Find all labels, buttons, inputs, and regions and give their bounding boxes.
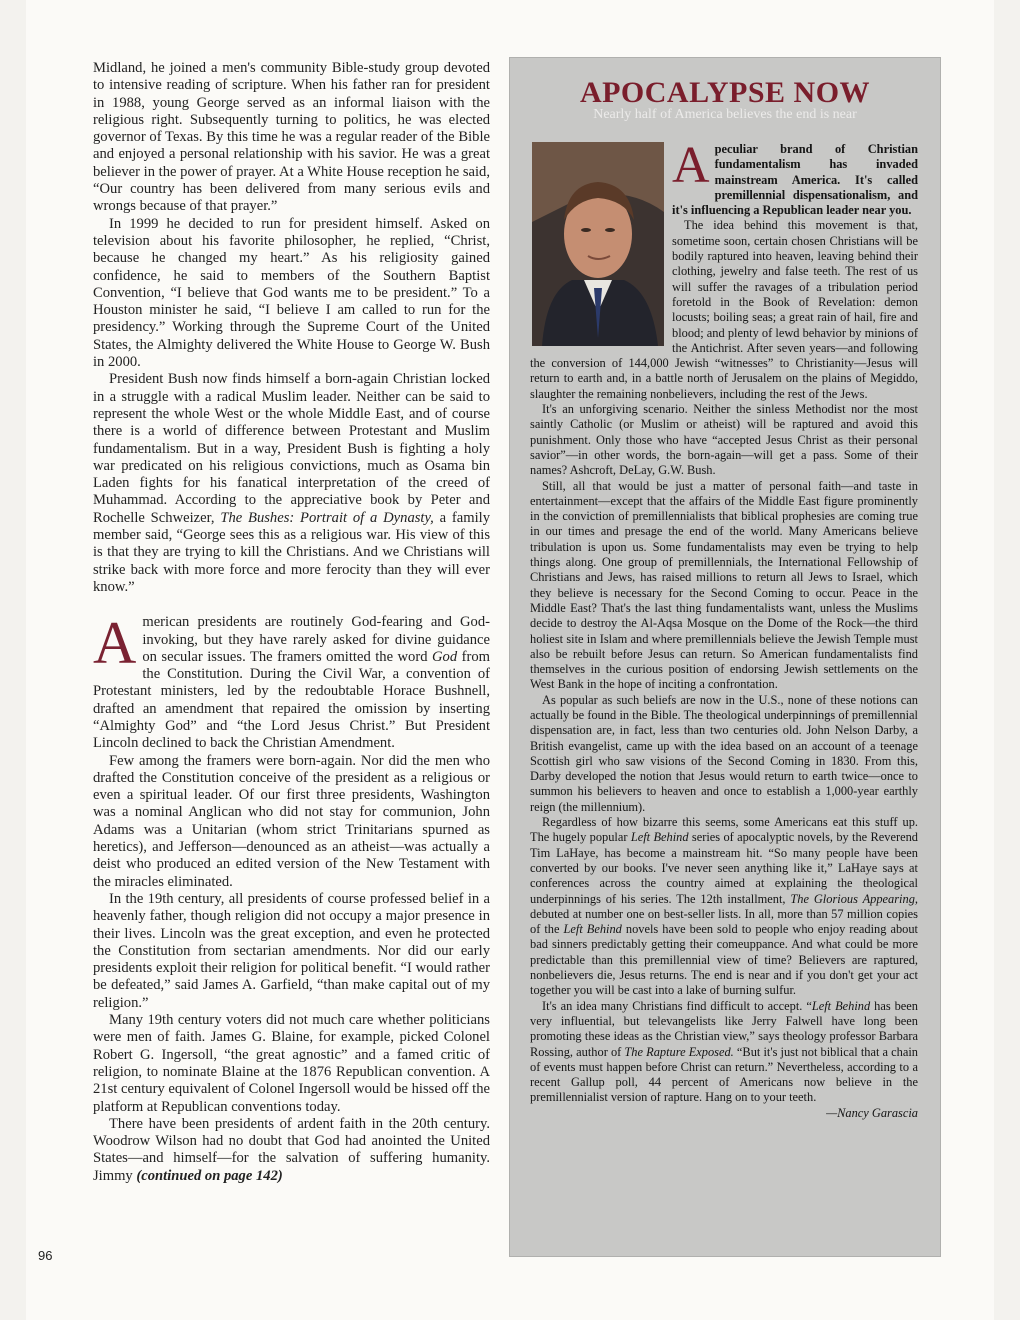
author-byline: —Nancy Garascia [826,1105,918,1120]
apocalypse-sidebar [509,57,941,1257]
sidebar-paragraph: The idea behind this movement is that, sometime soon, certain chosen Christians will be bodily raptured into heaven, leaving behind their clothing, jewelry and false teeth. The rest of us will suffer the ravages of a tribulation period foretold in the Book of Revelation: demon locusts; boiling seas; a great rain of hail, fire and blood; and plenty of lewd behavior by minions of the Antichrist. After seven years—and following the conversion of 144,000 Jewish “witnesses” to Christianity—Jesus will return to earth and, in a battle north of Jerusalem on the plains of Megiddo, slaughter the remaining nonbelievers, including the rest of the Jews. [530,218,918,401]
drop-cap: A [93,610,137,677]
article-paragraph: There have been presidents of ardent faith in the 20th century. Woodrow Wilson had no doubt that God had anointed the United States—and himself—for the salvation of suffering humanity. Jimmy (continued on page 142) [93,1115,490,1184]
article-paragraph: President Bush now finds himself a born-again Christian locked in a struggle with a radical Muslim leader. Neither can be said to represent the whole West or the whole Middle East, and of course there is a world of difference between Protestant and Muslim fundamentalism. But in a way, President Bush is fighting a holy war predicated on his religious convictions, much as Osama bin Laden fights for his fanatical interpretation of the creed of Muhammad. According to the appreciative book by Peter and Rochelle Schweizer, The Bushes: Portrait of a Dynasty, a family member said, “George sees this as a religious war. His view of this is that they are trying to kill the Christians. And we Christians will strike back with more force and more ferocity than they will ever know.” [93,371,490,595]
main-article-column [93,60,490,1185]
sidebar-paragraph: It's an idea many Christians find difficult to accept. “Left Behind has been very influential, but televangelists like Jerry Falwell have long been promoting these ideas as the Christian view,” says theology professor Barbara Rossing, author of The Rapture Exposed. “But it's just not biblical that a chain of events must happen before Christ can return.” Nevertheless, according to a recent Gallup poll, 44 percent of Americans now believe in the premillennialist version of rapture. Hang on to your teeth. —Nancy Garascia [530,998,918,1120]
sidebar-title: APOCALYPSE NOW [579,76,871,109]
page-number: 96 [38,1248,53,1263]
article-paragraph: In the 19th century, all presidents of course professed belief in a heavenly father, though religion did not occupy a major presence in their lives. Lincoln was the great exception, and even he protected the Constitution from sectarian amendments. Nor did our early presidents exploit their religion for political benefit. “I would rather be defeated,” said James A. Garfield, “than make capital out of my religion.” [93,890,490,1011]
sidebar-subtitle: Nearly half of America believes the end is near [593,107,857,122]
sidebar-paragraph: Regardless of how bizarre this seems, some Americans eat this stuff up. The hugely popular Left Behind series of apocalyptic novels, by the Reverend Tim LaHaye, has become a mainstream hit. “So many people have been converted by our books. I've never seen anything like it,” LaHaye says at conferences across the country aimed at explaining the theological underpinnings of his series. The 12th installment, The Glorious Appearing, debuted at number one on best-seller lists. In all, more than 57 million copies of the Left Behind novels have been sold to people who enjoy reading about bad sinners predictably getting their comeuppance. And what could be more predictable than this premillennial view of time? Believers are raptured, nonbelievers die, Jesus returns. The end is near and if you don't get your act together you will be cast into a lake of burning sulfur. [530,815,918,998]
article-paragraph: Midland, he joined a men's community Bible-study group devoted to intensive reading of scripture. When his father ran for president in 1988, young George served as an informal liaison with the religious right. Subsequently turning to politics, he was elected governor of Texas. By this time he was a regular reader of the Bible and enjoyed a personal relationship with his savior. He was a great believer in the power of prayer. At a White House reception he said, “Our country has been delivered from many serious evils and wrongs because of that prayer.” [93,60,490,215]
sidebar-body [530,137,918,1121]
article-paragraph: Few among the framers were born-again. Nor did the men who drafted the Constitution conceive of the president as a religious or even a spiritual leader. Of our first three presidents, Washington was a nominal Anglican who did not stay for communion, John Adams was a Unitarian (whom strict Trinitarians spurned as heretics), and Jefferson—denounced as an atheist—was actually a deist who produced an edited version of the New Testament with the miracles eliminated. [93,752,490,890]
sidebar-paragraph: It's an unforgiving scenario. Neither the sinless Methodist nor the most saintly Catholic (or Muslim or atheist) will be raptured and avoid this punishment. Only those who have “accepted Jesus Christ as their personal savior”—in other words, the born-again—will get a pass. Some of their names? Ashcroft, DeLay, G.W. Bush. [530,402,918,478]
article-paragraph-dropcap: American presidents are routinely God-fearing and God-invoking, but they have rarely asked for divine guidance on secular issues. The framers omitted the word God from the Constitution. During the Civil War, a convention of Protestant ministers, led by the redoubtable Horace Bushnell, drafted an amendment that repaired the omission by inserting “Almighty God” and “the Lord Jesus Christ.” But President Lincoln declined to back the Christian Amendment. [93,610,490,752]
continued-note: (continued on page 142) [136,1167,283,1184]
article-paragraph: Many 19th century voters did not much care whether politicians were men of faith. James G. Blaine, for example, picked Colonel Robert G. Ingersoll, “the great agnostic” and a famed critic of religion, to nominate Blaine at the 1876 Republican convention. A 21st century equivalent of Colonel Ingersoll would be hissed off the platform at Republican conventions today. [93,1012,490,1115]
sidebar-paragraph-dropcap: Apeculiar brand of Christian fundamentalism has invaded mainstream America. It's called premillennial dispensationalism, and it's influencing a Republican leader near you. [672,137,918,218]
drop-cap: A [672,137,710,194]
sidebar-paragraph: As popular as such beliefs are now in the U.S., none of these notions can actually be found in the Bible. The theological underpinnings of premillennial dispensation are, in fact, less than two centuries old. John Nelson Darby, a British evangelist, came up with the idea based on an account of a teenage Scottish girl who saw visions of the Second Coming in 1830. From this, Darby developed the notion that Jesus would return to earth twice—once to summon his believers to heaven and once to establish a 1,000-year earthly reign (the millennium). [530,692,918,814]
article-paragraph: In 1999 he decided to run for president himself. Asked on television about his favorite philosopher, he replied, “Christ, because he changed my heart.” As his religiosity gained confidence, he said to members of the Southern Baptist Convention, “I believe that God wants me to be president.” To a Houston minister he said, “I believe I am called to run for the presidency.” Working through the Supreme Court of the United States, the Almighty delivered the White House to George W. Bush in 2000. [93,215,490,371]
sidebar-paragraph: Still, all that would be just a matter of personal faith—and taste in entertainment—except that the affairs of the Middle East figure prominently in the conviction of premillennialists that biblical prophesies are coming true in our times and presage the end of the world. Many Americans believe tribulation is upon us. Some fundamentalists may even be trying to help things along. One group of premillennials, the International Fellowship of Christians and Jews, has raised millions to return all Jews to Israel, which they believe is necessary for the Second Coming to occur. Peace in the Middle East? That's the last thing fundamentalists want, unless the Muslims decide to destroy the Al-Aqsa Mosque on the Dome of the Rock—the third holiest site in Islam and where premillennials believe the Jewish Temple must also be rebuilt before Jesus can return. So American fundamentalists find themselves in the curious position of endorsing Jewish settlements on the West Bank in the hope of inciting a confrontation. [530,478,918,692]
book-title: The Bushes: Portrait of a Dynasty, [220,509,434,526]
